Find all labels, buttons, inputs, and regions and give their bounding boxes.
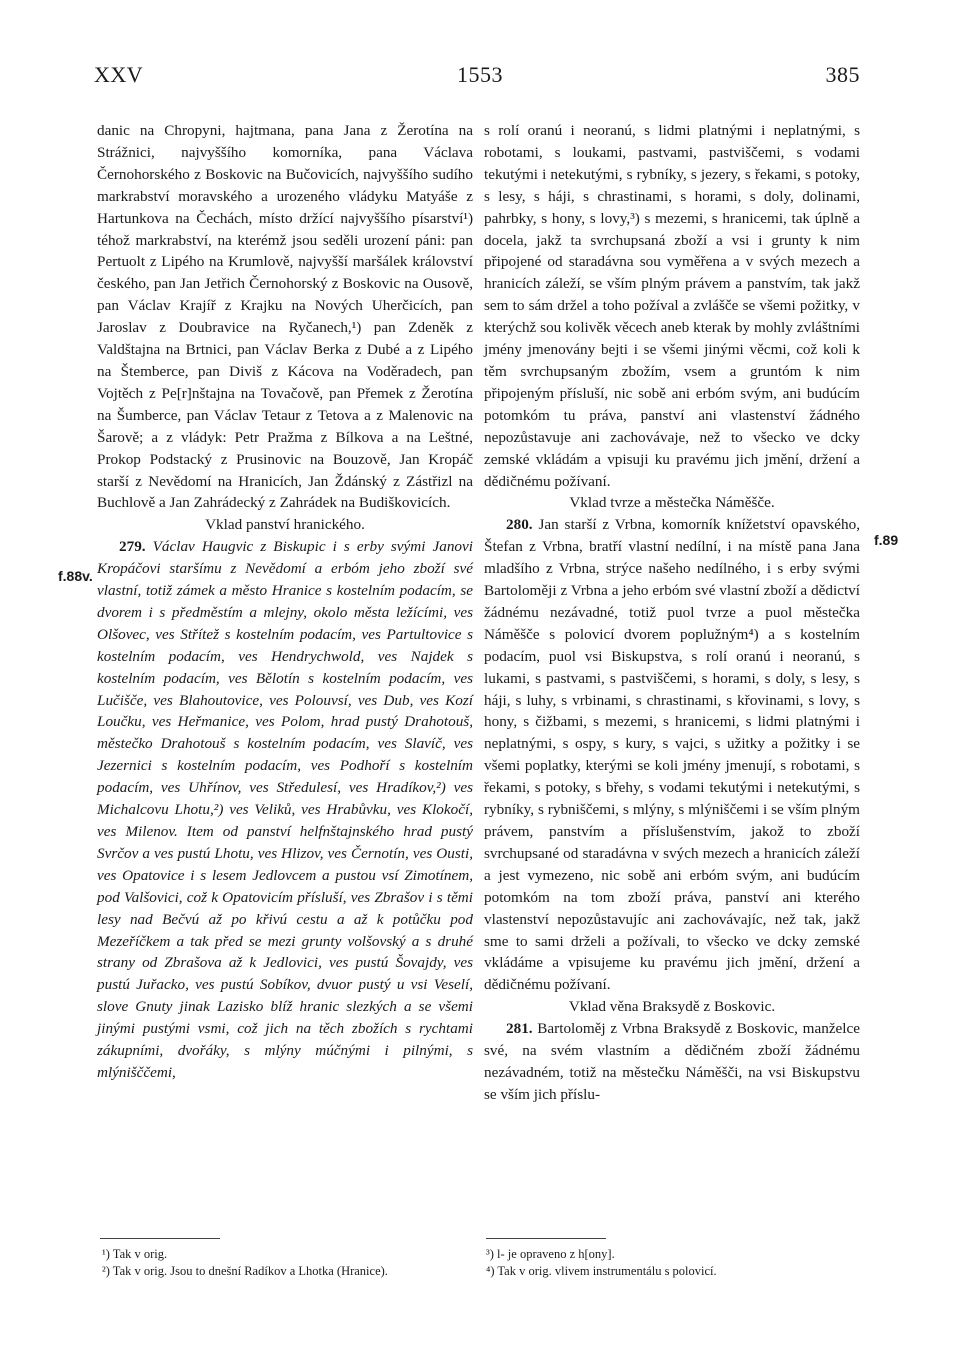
entry-text: Václav Haugvic z Biskupic i s erby svými Janovi Kropáčovi staršímu z Nevědomí a erbóm jeho zboží své vlastní, totiž zámek a město Hranice s kostelním podacím, se dvorem i s předměstím a mlejny, okolo města ležícími, ves Olšovec, ves Střítež s kostelním podacím, ves Partultovice s kostelním podacím, ves Hendrychwold, ves Najdek s kostelním podacím, ves Bělotín s kostelním podacím, ves Lučišče, ves Blahoutovice, ves Polouvsí, ves Dub, ves Kozí Loučku, ves Heřmanice, ves Polom, hrad pustý Drahotouš, městečko Drahotouš s kostelním podacím, ves Slavíč, ves Jezernici s kostelním podacím, ves Podhoří s kostelním podacím, ves Uhřínov, ves Středulesí, ves Hradíkov,²) ves Michalcovu Lhotu,²) ves Veliků, ves Hrabůvku, ves Klokočí, ves Milenov. Item od panství helfnštajnského hrad pustý Svrčov a ves pustú Lhotu, ves Hlizov, ves Černotín, ves Ousti, ves Opatovice i s lesem Jedlovcem a pustou vsí Zimotínem, pod Valšovici, což k Opatovicím přísluší, ves Zbrašov i s těmi lesy nad Bečvú až po křivú cestu a až k potůčku pod Mezeříčkem a tak před se mezi grunty volšovský a s druhé strany od Zbrašova až k Jedlovici, ves pustú Šovajdy, ves pustú Juřacko, ves pustú Sobíkov, dvuor pustý u vsi Veselí, slove Gnuty jinak Lazisko blíž hranic slezkých a se všemi jinými pustými vsmi, což jich na těch zbožích s rychtami zákupními, dvořáky, s mlýny múčnými i pilnými, s mlýnišččemi, bbox=[97, 538, 473, 1081]
footnote: ⁴) Tak v orig. vlivem instrumentálu s polovicí. bbox=[486, 1264, 717, 1278]
entry-number: 280. bbox=[506, 516, 533, 534]
footnotes-left bbox=[102, 1246, 472, 1280]
footnote-divider bbox=[100, 1238, 220, 1239]
folio-note-right: f.89 bbox=[874, 532, 899, 548]
left-column bbox=[97, 120, 473, 1084]
entry-number: 279. bbox=[119, 538, 146, 556]
footnote: ²) Tak v orig. Jsou to dnešní Radíkov a Lhotka (Hranice). bbox=[102, 1264, 388, 1278]
entry-number: 281. bbox=[506, 1020, 533, 1038]
footnote: ¹) Tak v orig. bbox=[102, 1247, 168, 1261]
section-heading: Vklad panství hranického. bbox=[205, 516, 365, 534]
entry-text: Bartoloměj z Vrbna Braksydě z Boskovic, manželce své, na svém vlastním a dědičném zboží žádnému nezávadném, totiž na městečku Náměšči, na vsi Biskupstvu se vším jich příslu- bbox=[484, 1020, 860, 1103]
page-number: 385 bbox=[825, 62, 860, 87]
folio-note-left: f.88v. bbox=[58, 568, 93, 584]
section-heading: Vklad tvrze a městečka Náměšče. bbox=[569, 494, 775, 512]
entry-text: Jan starší z Vrbna, komorník knížetství opavského, Štefan z Vrbna, bratří vlastní nedílní, i na místě pana Jana mladšího z Vrbna, strýce našeho nedílného, i s erby svými Bartoloměji z Vrbna a jeho erbóm své vlastní zboží a dědictví žádnému nezávadné, totiž puol tvrze a puol městečka Náměšče s polovicí dvorem poplužným⁴) a s kostelním podacím, puol vsi Biskupstva, s rolí oranú i neoranú, s lukami, s pastvami, s pastviščemi, s horami, s doly, s lesy, s háji, s luhy, s vrbinami, s chrastinami, s křovinami, s lovy, s hony, s čižbami, s mezemi, s hranicemi, s lidmi platnými i neplatnými, s ospy, s kury, s vajci, s užitky a požitky i se všemi poplatky, kterými se koli jmény jmenují, s robotami, s řekami, s potoky, s břehy, s vodami tekutými i netekutými, s rybníky, s rybniščemi, s mlýny, s mlýniščemi i se vším plným právem, panstvím a příslušenstvím, jakož to zboží svrchupsané od staradávna v svých mezech a hranicích záleží a jest vymezeno, nic sobě ani erbóm svým, ani budúcím potomkóm na tom zboží práva, panství ani kterého vlastenství nepozůstavujíc ani zachovávajíc, než tak, jakž sme to sami drželi a požívali, to všecko ve dcky zemské vkládáme a vpisujeme ku pravému jich jmění, držení a dědičnému požívaní. bbox=[484, 516, 860, 994]
footnotes-right bbox=[486, 1246, 856, 1280]
entry-continuation: danic na Chropyni, hajtmana, pana Jana z Žerotína na Strážnici, najvyššího komorníka, pana Václava Černohorského z Boskovic na Bučovicích, najvyššího sudího markrabství moravského a urozeného vládyku Matyáše z Hartunkova na Čechách, místo držící najvyššího písarství¹) téhož markrabství, na kterémž jsou seděli urození páni: pan Pertuolt z Lipého na Krumlově, najvyšší maršálek království českého, pan Jan Jetřich Černohorský z Boskovic na Ousově, pan Václav Krajíř z Krajku na Nových Uherčicích, pan Jaroslav z Doubravice na Ryčanech,¹) pan Zdeněk z Valdštajna na Brtnici, pan Václav Berka z Dubé a z Lipého na Štemberce, pan Diviš z Kácova na Voděradech, pan Vojtěch z Pe[r]nštajna na Tovačově, pan Přemek z Žerotína na Šumberce, pan Václav Tetaur z Tetova a z Malenovic na Šarově; a z vládyk: Petr Pražma z Bílkova a na Leštné, Prokop Podstacký z Prusinovic na Bouzově, Jan Kropáč starší z Nevědomí na Hranicích, Jan Ždánský z Zástřizl na Buchlově a Jan Zahrádecký z Zahrádek na Budiškovicích. bbox=[97, 122, 473, 512]
entry-continuation: s rolí oranú i neoranú, s lidmi platnými i neplatnými, s robotami, s loukami, pastvami, pastviščemi, s vodami tekutými i netekutými, s rybníky, s jezery, s řekami, s potoky, s lesy, s háji, s chrastinami, s horami, s doly, dolinami, pahrbky, s hony, s lovy,³) s mezemi, s hranicemi, tak úplně a docela, jakž ta svrchupsaná zboží a vsi i grunty k nim připojené od staradávna sou vyměřena a v svých mezech a hranicích záleží, se vším plným právem a panstvím, tak jakž sem to sám držel a toho požíval a zvlášče se všemi požitky, v kterýchž sou kolivěk věcech aneb kterak by mohly zvláštními jmény jmenovány bejti i se všemi jinými věcmi, což koli k těm svrchupsaným zbožím, vsem a gruntóm k nim připojeným přísluší, nic sobě ani erbóm svým, ani budúcím potomkóm tu práva, panství ani vlastenství žádného nepozůstavuje ani zachovávaje, než to všecko ve dcky zemské vkládám a vpisuji ku pravému jich jmění, držení a dědičnému požívaní. bbox=[484, 122, 860, 490]
footnote-divider bbox=[486, 1238, 606, 1239]
volume-number: XXV bbox=[94, 62, 144, 87]
year-header: 1553 bbox=[457, 62, 503, 87]
section-heading: Vklad věna Braksydě z Boskovic. bbox=[568, 998, 776, 1016]
entry-281 bbox=[484, 1018, 860, 1106]
footnote: ³) l- je opraveno z h[ony]. bbox=[486, 1247, 615, 1261]
entry-280 bbox=[484, 514, 860, 996]
entry-279 bbox=[97, 536, 473, 1084]
right-column bbox=[484, 120, 860, 1106]
